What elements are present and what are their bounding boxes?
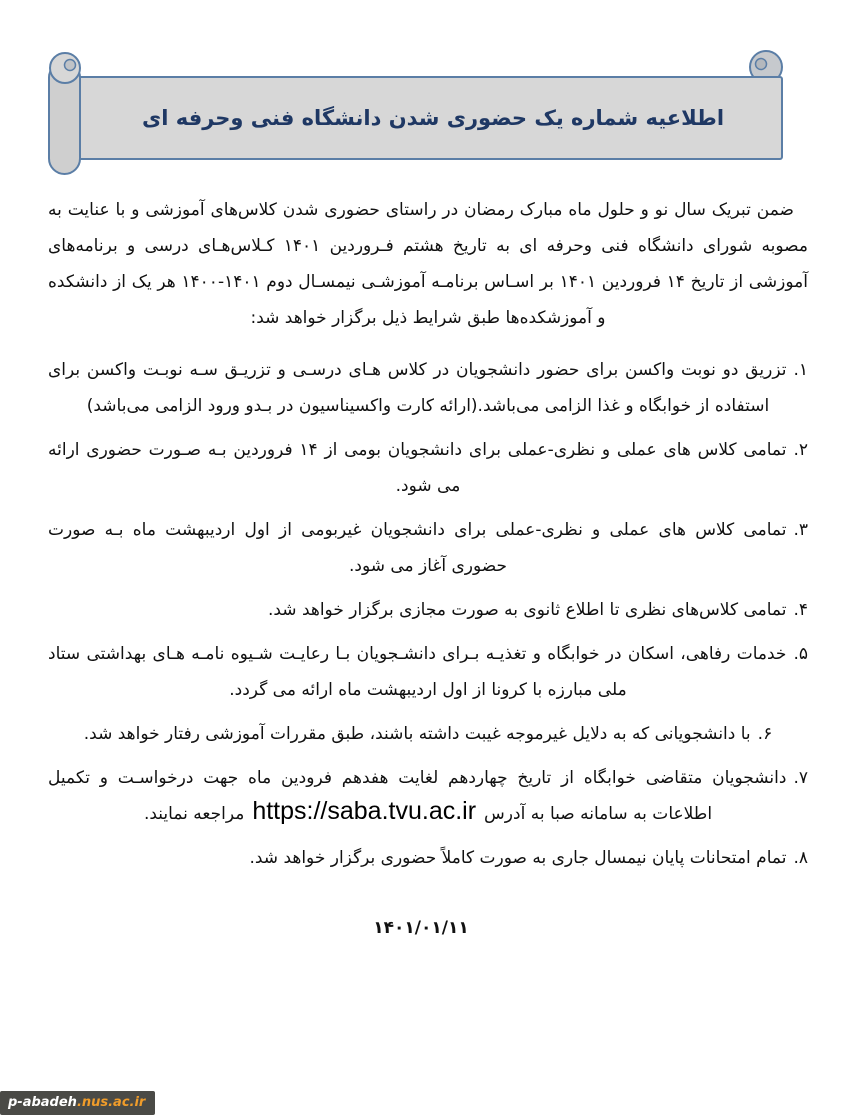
list-item-4	[48, 592, 808, 628]
list-item-1	[48, 352, 808, 424]
announcement-body	[48, 192, 808, 876]
watermark	[0, 1091, 155, 1115]
document-page	[0, 40, 842, 1110]
item-number: ۴.	[793, 600, 808, 620]
item-text: تمامی کلاس‌های نظری تا اطلاع ثانوی به صورت مجازی برگزار خواهد شد.	[267, 600, 787, 620]
item-text: تزریق دو نوبت واکسن برای حضور دانشجویان در کلاس هـای درسـی و تزریـق سـه نوبـت واکسن برای استفاده از خوابگاه و غذا الزامی می‌باشد.(ارائه کارت واکسیناسیون در بـدو ورود الزامی می‌باشد)	[48, 360, 787, 416]
item-number: ۲.	[793, 440, 808, 460]
list-item-3	[48, 512, 808, 584]
item-text: دانشجویان متقاضی خوابگاه از تاریخ چهاردهم لغایت هفدهم فرودین ماه جهت درخواسـت و تکمیل اطلاعات به سامانه صبا به آدرس	[48, 768, 787, 824]
list-item-6	[48, 716, 808, 752]
list-item-2	[48, 432, 808, 504]
item-text: با دانشجویانی که به دلایل غیرموجه غیبت داشته باشند، طبق مقررات آموزشی رفتار خواهد شد.	[83, 724, 751, 744]
item-text: خدمات رفاهی، اسکان در خوابگاه و تغذیـه بـرای دانشـجویان بـا رعایـت شـیوه نامـه هـای بهداشتی ستاد ملی مبارزه با کرونا از اول اردیبهشت ماه ارائه می گردد.	[48, 644, 787, 700]
saba-portal-url: https://saba.tvu.ac.ir	[252, 797, 477, 825]
announcement-date: ۱۴۰۱/۰۱/۱۱	[373, 918, 469, 938]
banner-title: اطلاعیه شماره یک حضوری شدن دانشگاه فنی وحرفه ای	[141, 106, 725, 130]
item-text: تمامی کلاس های عملی و نظری-عملی برای دانشجویان بومی از ۱۴ فروردین بـه صـورت حضوری ارائه می شود.	[48, 440, 787, 496]
watermark-site-suffix: .nus.ac.ir	[76, 1095, 146, 1110]
item-number: ۱.	[793, 360, 808, 380]
item-number: ۷.	[793, 768, 808, 788]
list-item-7	[48, 760, 808, 832]
item-number: ۵.	[793, 644, 808, 664]
list-item-5	[48, 636, 808, 708]
item-text: تمام امتحانات پایان نیمسال جاری به صورت کاملاً حضوری برگزار خواهد شد.	[249, 848, 787, 868]
item-text: مراجعه نمایند.	[143, 804, 245, 824]
intro-paragraph: ضمن تبریک سال نو و حلول ماه مبارک رمضان در راستای حضوری شدن کلاس‌های آموزشی و با عنایت به مصوبه شورای دانشگاه فنی وحرفه ای به تاریخ هشتم فـروردین ۱۴۰۱ کـلاس‌هـای درسی و برنامه‌های آموزشی از تاریخ ۱۴ فروردین ۱۴۰۱ بر اسـاس برنامـه آموزشـی نیمسـال دوم ۱۴۰۱-۱۴۰۰ هر یک از دانشکده و آموزشکده‌ها طبق شرایط ذیل برگزار خواهد شد:	[48, 200, 808, 328]
announcement-banner	[44, 40, 808, 182]
item-number: ۳.	[793, 520, 808, 540]
list-item-8	[48, 840, 808, 876]
item-number: ۸.	[793, 848, 808, 868]
watermark-site-prefix: p-abadeh	[8, 1095, 77, 1110]
item-text: تمامی کلاس های عملی و نظری-عملی برای دانشجویان غیربومی از اول اردیبهشت ماه بـه صورت حضوری آغاز می شود.	[48, 520, 787, 576]
item-number: ۶.	[757, 724, 773, 744]
